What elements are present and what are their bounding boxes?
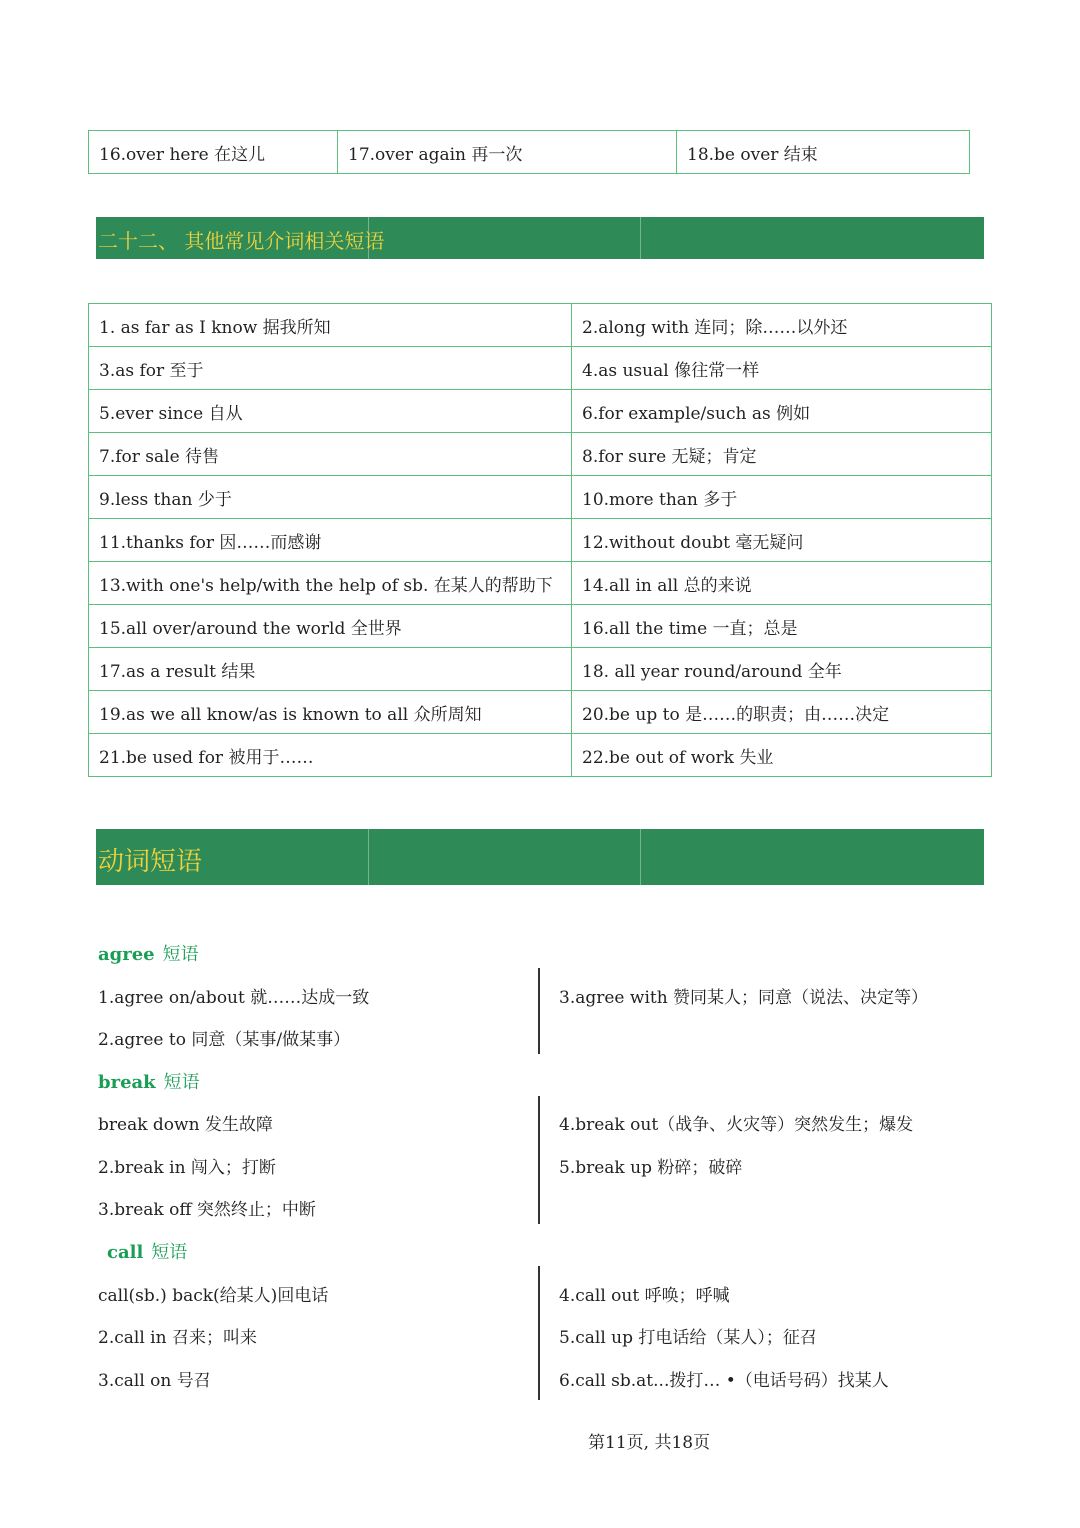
list-item: 3.break off 突然终止；中断 [98,1200,316,1220]
group-heading-call [107,1238,187,1264]
list-item: 3.agree with 赞同某人；同意（说法、决定等） [559,988,929,1008]
table-cell: 14.all in all 总的来说 [572,562,992,605]
table-cell: 16.all the time 一直；总是 [572,605,992,648]
table-cell: 7.for sale 待售 [89,433,572,476]
list-item: 3.call on 号召 [98,1371,211,1391]
column-divider [538,1096,540,1224]
table-row [89,304,992,347]
table-cell: 12.without doubt 毫无疑问 [572,519,992,562]
table-row [89,390,992,433]
table-cell: 11.thanks for 因……而感谢 [89,519,572,562]
list-item: 6.call sb.at...拨打… •（电话号码）找某人 [559,1371,889,1391]
table-cell: 1. as far as I know 据我所知 [89,304,572,347]
table-cell: 9.less than 少于 [89,476,572,519]
list-item: 1.agree on/about 就……达成一致 [98,988,370,1008]
list-item: 2.call in 召来；叫来 [98,1328,257,1348]
group-suffix: 短语 [151,1242,188,1263]
table-cell: 17.over again 再一次 [338,131,677,174]
column-divider [538,1266,540,1400]
table-row [89,476,992,519]
preposition-phrase-table [88,303,992,777]
table-cell: 6.for example/such as 例如 [572,390,992,433]
section-banner [96,217,984,259]
group-suffix: 短语 [163,1072,200,1093]
table-cell: 21.be used for 被用于…… [89,734,572,777]
table-cell: 15.all over/around the world 全世界 [89,605,572,648]
section-title: 动词短语 [98,847,203,877]
table-row [89,131,970,174]
group-keyword: break [98,1072,156,1093]
table-cell: 18. all year round/around 全年 [572,648,992,691]
table-row [89,433,992,476]
verb-section-banner [96,829,984,885]
group-suffix: 短语 [162,944,199,965]
table-row [89,605,992,648]
table-row [89,562,992,605]
column-divider [538,968,540,1054]
table-cell: 22.be out of work 失业 [572,734,992,777]
table-cell: 17.as a result 结果 [89,648,572,691]
section-title: 二十二、 其他常见介词相关短语 [98,229,385,253]
table-row [89,347,992,390]
table-cell: 20.be up to 是……的职责；由……决定 [572,691,992,734]
table-row [89,734,992,777]
table-cell: 3.as for 至于 [89,347,572,390]
table-row [89,648,992,691]
table-cell: 2.along with 连同；除……以外还 [572,304,992,347]
table-cell: 18.be over 结束 [677,131,970,174]
table-cell: 4.as usual 像往常一样 [572,347,992,390]
list-item: 5.call up 打电话给（某人）；征召 [559,1328,817,1348]
group-heading-break [98,1068,200,1094]
list-item: call(sb.) back(给某人)回电话 [98,1286,329,1306]
list-item: 4.call out 呼唤；呼喊 [559,1286,730,1306]
table-cell: 13.with one's help/with the help of sb. 在某人的帮助下 [89,562,572,605]
table-cell: 10.more than 多于 [572,476,992,519]
list-item: 4.break out（战争、火灾等）突然发生；爆发 [559,1115,914,1135]
list-item: 2.agree to 同意（某事/做某事） [98,1030,351,1050]
list-item: break down 发生故障 [98,1115,273,1135]
table-cell: 5.ever since 自从 [89,390,572,433]
table-row [89,519,992,562]
top-phrase-table [88,130,970,174]
group-keyword: agree [98,944,155,965]
group-heading-agree [98,940,199,966]
table-cell: 8.for sure 无疑；肯定 [572,433,992,476]
list-item: 5.break up 粉碎；破碎 [559,1158,743,1178]
group-keyword: call [107,1242,144,1263]
page-number: 第11页, 共18页 [588,1433,711,1453]
table-cell: 19.as we all know/as is known to all 众所周知 [89,691,572,734]
table-cell: 16.over here 在这儿 [89,131,338,174]
list-item: 2.break in 闯入；打断 [98,1158,276,1178]
table-row [89,691,992,734]
